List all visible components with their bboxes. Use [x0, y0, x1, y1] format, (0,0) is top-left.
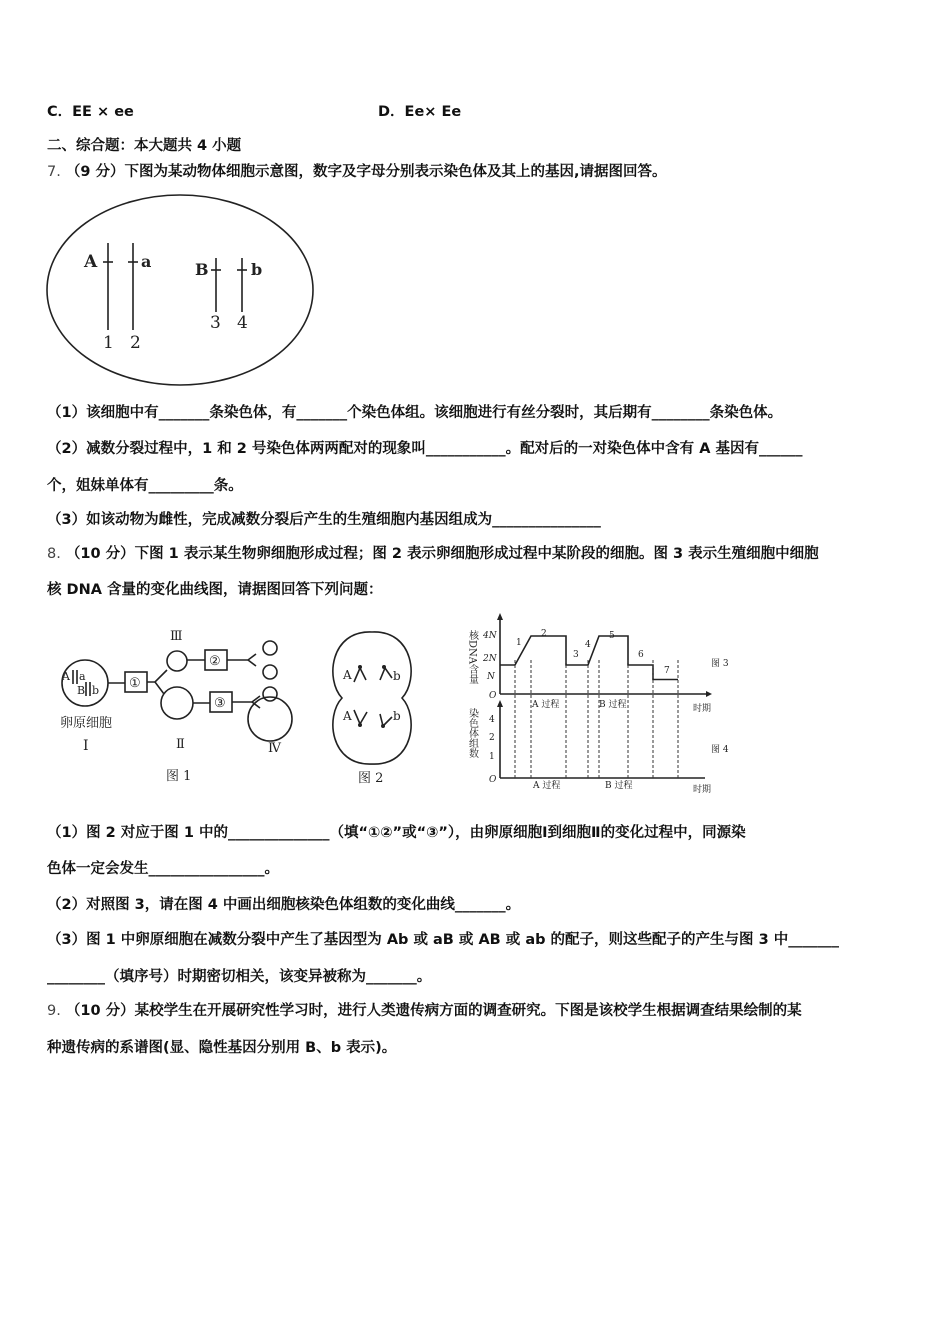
q8-stem-b: 核 DNA 含量的变化曲线图，请据图回答下列问题：: [47, 582, 383, 598]
q7-part2a: （2）减数分裂过程中，1 和 2 号染色体两两配对的现象叫___________。配对后的一对染色体中含有 A 基因有______: [47, 441, 803, 457]
gene-A: A: [84, 252, 98, 272]
cell-II-label: Ⅱ: [176, 737, 185, 752]
q7-part1: （1）该细胞中有_______条染色体，有_______个染色体组。该细胞进行有丝分裂时，其后期有________条染色体。: [47, 405, 783, 421]
stage-3: 3: [573, 650, 579, 660]
q7-stem-text: （9 分）下图为某动物体细胞示意图，数字及字母分别表示染色体及其上的基因,请据图回答。: [65, 164, 667, 180]
cell-I-label: Ⅰ: [83, 738, 89, 754]
ytick-4: 4: [489, 715, 495, 725]
gene-a: a: [79, 670, 86, 683]
stage-6: 6: [638, 650, 644, 660]
q8-stem-text: （10 分）下图 1 表示某生物卵细胞形成过程；图 2 表示卵细胞形成过程中某阶段的细胞。图 3 表示生殖细胞中细胞: [65, 546, 819, 562]
gene-b: b: [393, 669, 401, 683]
q7-cell-figure: [47, 195, 313, 385]
oocyte-label: 卵原细胞: [60, 716, 113, 731]
step-1: ①: [129, 676, 141, 691]
gene-A: A: [62, 670, 70, 683]
stage-4: 4: [585, 640, 591, 650]
gene-b: b: [393, 709, 401, 723]
fig2-caption: 图 2: [358, 771, 384, 786]
fig3-ylabel: 核DNA含量: [466, 630, 478, 684]
ytick-2N: 2N: [483, 654, 497, 664]
ytick-0: O: [489, 691, 497, 701]
stage-5: 5: [609, 631, 615, 641]
step-2: ②: [209, 654, 221, 669]
q8-part3a: （3）图 1 中卵原细胞在减数分裂中产生了基因型为 Ab 或 aB 或 AB 或 ab 的配子，则这些配子的产生与图 3 中_______: [47, 932, 839, 948]
fig3-xlabel: 时期: [693, 704, 712, 714]
q7-number: 7.: [47, 164, 61, 180]
label-4: 4: [237, 313, 248, 333]
q7-part2b: 个，姐妹单体有_________条。: [47, 478, 243, 494]
gene-b: b: [92, 684, 100, 697]
q8-part1b: 色体一定会发生________________。: [47, 861, 279, 877]
cell-membrane: [47, 195, 313, 385]
fig4-process-a: A 过程: [533, 781, 561, 791]
q9-stem-b: 种遗传病的系谱图(显、隐性基因分别用 B、b 表示)。: [47, 1040, 397, 1056]
q8-part3b: ________（填序号）时期密切相关，该变异被称为_______。: [47, 969, 432, 985]
fig3-process-a: A 过程: [532, 700, 560, 710]
fig1-caption: 图 1: [166, 769, 192, 784]
option-c: C．EE × ee: [47, 104, 134, 120]
option-d: D．Ee× Ee: [378, 104, 462, 120]
q8-number: 8.: [47, 546, 61, 562]
gene-B: B: [77, 684, 86, 697]
fig4-caption: 图 4: [711, 745, 729, 755]
fig3-fig4-charts: [467, 613, 729, 795]
stage-7: 7: [664, 666, 670, 676]
label-3: 3: [210, 313, 221, 333]
q7-part3: （3）如该动物为雌性，完成减数分裂后产生的生殖细胞内基因组成为_______________: [47, 512, 601, 528]
ytick-1: 1: [489, 752, 495, 762]
fig1-oogenesis: [60, 629, 292, 784]
ytick-N: N: [487, 672, 495, 682]
q9-stem-text: （10 分）某校学生在开展研究性学习时，进行人类遗传病方面的调查研究。下图是该校学生根据调查结果绘制的某: [65, 1003, 802, 1019]
fig4-process-b: B 过程: [605, 781, 633, 791]
gene-b: b: [251, 260, 263, 279]
fig4-xlabel: 时期: [693, 785, 712, 795]
q8-part2: （2）对照图 3，请在图 4 中画出细胞核染色体组数的变化曲线_______。: [47, 897, 521, 913]
label-1: 1: [103, 333, 114, 353]
fig4-ylabel: 染色体组数: [466, 708, 478, 758]
ytick-2: 2: [489, 733, 495, 743]
q9-number: 9.: [47, 1003, 61, 1019]
label-2: 2: [130, 333, 141, 353]
gene-B: B: [195, 260, 209, 279]
step-3: ③: [214, 696, 226, 711]
ytick-0: O: [489, 775, 497, 785]
stage-2: 2: [541, 629, 547, 639]
gene-a: a: [141, 252, 152, 271]
gene-A: A: [343, 709, 352, 723]
fig3-process-b: B 过程: [599, 700, 627, 710]
fig3-caption: 图 3: [711, 659, 729, 669]
cell-IV-label: Ⅳ: [268, 741, 281, 756]
section-title: 二、综合题：本大题共 4 小题: [47, 138, 242, 154]
cell-III-label: Ⅲ: [170, 629, 183, 644]
stage-1: 1: [516, 638, 522, 648]
gene-A: A: [343, 668, 352, 682]
q8-part1a: （1）图 2 对应于图 1 中的______________（填“①②”或“③”），由卵原细胞Ⅰ到细胞Ⅱ的变化过程中，同源染: [47, 825, 746, 841]
fig2-cell: [333, 632, 411, 786]
ytick-4N: 4N: [483, 631, 497, 641]
